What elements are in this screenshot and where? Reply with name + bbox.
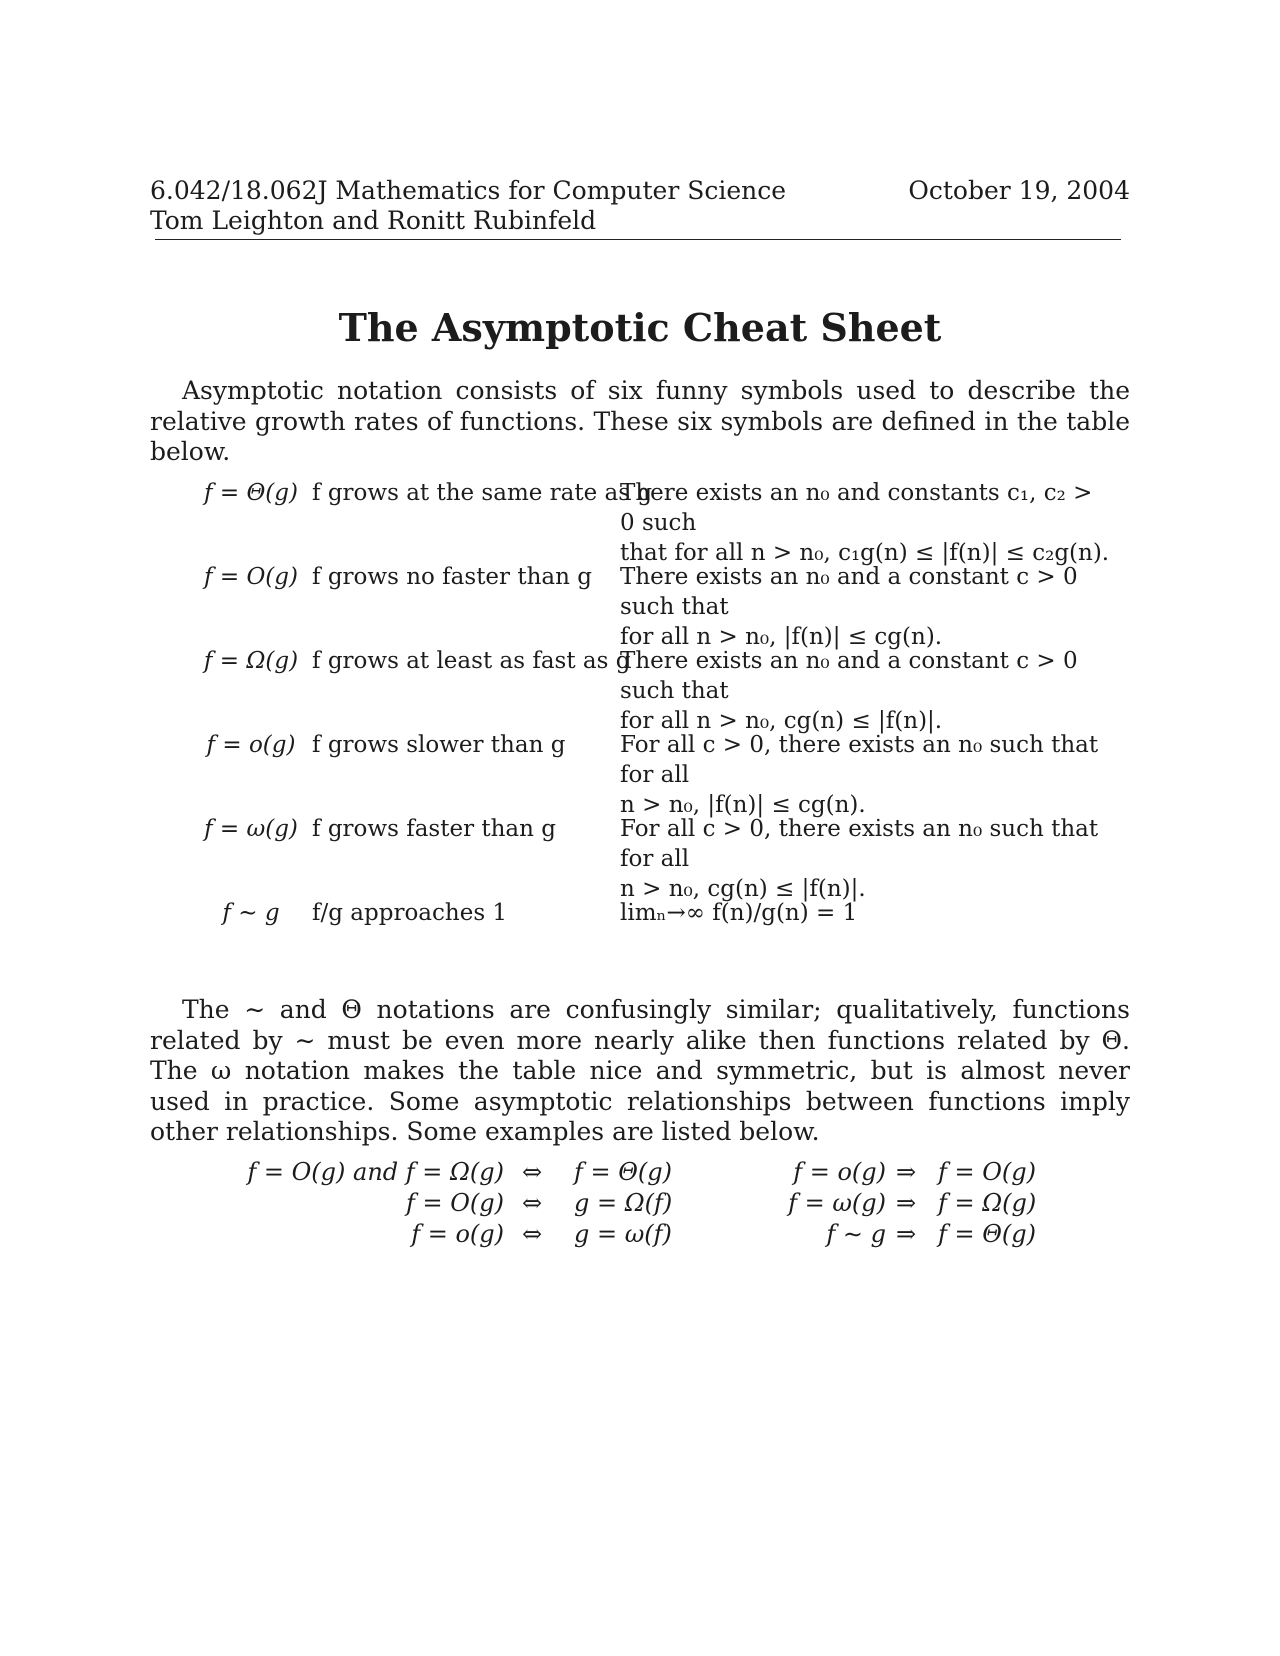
formal-line: for all n > n₀, |f(n)| ≤ cg(n). bbox=[620, 624, 943, 650]
definition-symbol: f = Θ(g) bbox=[204, 480, 298, 506]
definition-formal bbox=[620, 730, 1110, 820]
relationship-row bbox=[740, 1157, 1040, 1188]
definition-row bbox=[150, 730, 1130, 818]
definition-formal bbox=[620, 478, 1110, 568]
definition-row bbox=[150, 898, 1130, 962]
relationship-lhs: f = ω(g) bbox=[788, 1189, 886, 1217]
definition-formal bbox=[620, 562, 1110, 652]
definition-formal bbox=[620, 646, 1110, 736]
formal-line: For all c > 0, there exists an n₀ such that for all bbox=[620, 732, 1099, 788]
formal-line: There exists an n₀ and a constant c > 0 such that bbox=[620, 564, 1078, 620]
formal-line: For all c > 0, there exists an n₀ such that for all bbox=[620, 816, 1099, 872]
authors: Tom Leighton and Ronitt Rubinfeld bbox=[150, 206, 597, 235]
definition-description: f grows at the same rate as g bbox=[312, 480, 653, 506]
formal-line: n > n₀, |f(n)| ≤ cg(n). bbox=[620, 792, 866, 818]
definition-formal bbox=[620, 814, 1110, 904]
definition-row bbox=[150, 562, 1130, 650]
discussion-paragraph bbox=[150, 995, 1130, 1148]
iff-arrow-icon: ⇔ bbox=[522, 1158, 543, 1186]
definition-description: f grows slower than g bbox=[312, 732, 566, 758]
implies-arrow-icon: ⇒ bbox=[896, 1220, 917, 1248]
relationship-lhs: f ∼ g bbox=[826, 1220, 886, 1248]
definition-symbol: f = Ω(g) bbox=[203, 648, 299, 674]
definition-symbol: f = ω(g) bbox=[204, 816, 298, 842]
iff-arrow-icon: ⇔ bbox=[522, 1220, 543, 1248]
relationship-lhs: f = O(g) bbox=[405, 1189, 504, 1217]
relationship-row bbox=[740, 1219, 1040, 1250]
intro-paragraph bbox=[150, 376, 1130, 468]
implications-block bbox=[740, 1157, 1040, 1250]
relationship-lhs: f = o(g) bbox=[411, 1220, 504, 1248]
definition-formal bbox=[620, 898, 1110, 928]
header-divider bbox=[155, 239, 1121, 240]
formal-line: for all n > n₀, cg(n) ≤ |f(n)|. bbox=[620, 708, 943, 734]
definition-description: f grows no faster than g bbox=[312, 564, 592, 590]
relationship-rhs: f = Θ(g) bbox=[574, 1158, 673, 1186]
course-name: 6.042/18.062J Mathematics for Computer Science bbox=[150, 176, 787, 205]
definition-description: f grows at least as fast as g bbox=[312, 648, 631, 674]
formal-line: that for all n > n₀, c₁g(n) ≤ |f(n)| ≤ c₂g(n). bbox=[620, 540, 1110, 566]
definition-row bbox=[150, 814, 1130, 902]
formal-line: n > n₀, cg(n) ≤ |f(n)|. bbox=[620, 876, 866, 902]
relationship-rhs: g = Ω(f) bbox=[574, 1189, 673, 1217]
relationship-rhs: g = ω(f) bbox=[574, 1220, 672, 1248]
formal-line: limₙ→∞ f(n)/g(n) = 1 bbox=[620, 900, 858, 926]
formal-line: There exists an n₀ and a constant c > 0 such that bbox=[620, 648, 1078, 704]
relationship-rhs: f = Ω(g) bbox=[938, 1189, 1037, 1217]
definition-description: f/g approaches 1 bbox=[312, 900, 508, 926]
header-date: October 19, 2004 bbox=[908, 176, 1130, 205]
relationship-lhs: f = O(g) and f = Ω(g) bbox=[247, 1158, 504, 1186]
implies-arrow-icon: ⇒ bbox=[896, 1189, 917, 1217]
relationship-row bbox=[250, 1219, 680, 1250]
relationship-lhs: f = o(g) bbox=[793, 1158, 886, 1186]
relationship-rhs: f = Θ(g) bbox=[938, 1220, 1037, 1248]
relationship-row bbox=[250, 1188, 680, 1219]
formal-line: There exists an n₀ and constants c₁, c₂ > 0 such bbox=[620, 480, 1093, 536]
definition-symbol: f = O(g) bbox=[204, 564, 298, 590]
relationship-rhs: f = O(g) bbox=[938, 1158, 1037, 1186]
discussion-text: The ∼ and Θ notations are confusingly similar; qualitatively, functions related by ∼ must be even more nearly alike then functions related by Θ. The ω notation makes the table nice and symmetric, but is almost never used in practice. Some asymptotic relationships between functions imply other relationships. Some examples are listed below. bbox=[150, 995, 1130, 1146]
equivalences-block bbox=[247, 1157, 680, 1250]
header-left bbox=[150, 176, 786, 236]
definition-row bbox=[150, 478, 1130, 566]
definition-row bbox=[150, 646, 1130, 734]
relationship-row bbox=[247, 1157, 680, 1188]
intro-text: Asymptotic notation consists of six funny symbols used to describe the relative growth rates of functions. These six symbols are defined in the table below. bbox=[150, 376, 1130, 466]
iff-arrow-icon: ⇔ bbox=[522, 1189, 543, 1217]
relationship-row bbox=[740, 1188, 1040, 1219]
definition-symbol: f ∼ g bbox=[222, 900, 280, 926]
definition-symbol: f = o(g) bbox=[206, 732, 296, 758]
page-title: The Asymptotic Cheat Sheet bbox=[338, 305, 942, 350]
implies-arrow-icon: ⇒ bbox=[896, 1158, 917, 1186]
definition-description: f grows faster than g bbox=[312, 816, 556, 842]
